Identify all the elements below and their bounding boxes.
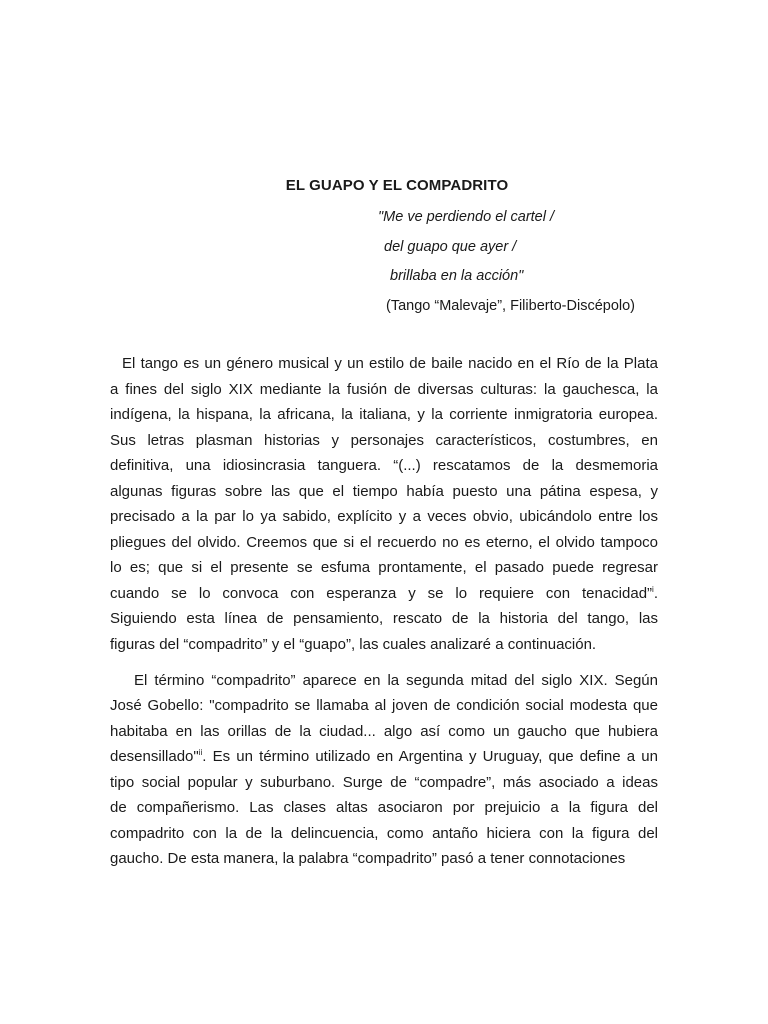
paragraph-2-line: José Gobello: "compadrito se llamaba al joven de condición social modesta que — [110, 697, 658, 714]
paragraph-1-line: definitiva, una idiosincrasia tanguera. “(...) rescatamos de la desmemoria — [110, 457, 658, 474]
paragraph-2-line: desensillado"$^{ii}$. Es un término utilizado en Argentina y Uruguay, que define a un — [110, 748, 658, 765]
epigraph-line-1: "Me ve perdiendo el cartel / — [378, 209, 555, 225]
paragraph-1-line: precisado a la par lo ya sabido, explícito y a veces obvio, ubicándolo entre los — [110, 508, 658, 525]
paragraph-1-line: lo es; que si el presente se esfuma prontamente, el pasado puede regresar — [110, 559, 658, 576]
paragraph-1-line: pliegues del olvido. Creemos que si el recuerdo no es eterno, el olvido tampoco — [110, 534, 658, 551]
paragraph-1-line: Sus letras plasman historias y personajes característicos, costumbres, en — [110, 432, 658, 449]
epigraph-line-3: brillaba en la acción" — [390, 268, 524, 284]
paragraph-1-line: a fines del siglo XIX mediante la fusión de diversas culturas: la gauchesca, la — [110, 381, 658, 398]
paragraph-2-line: El término “compadrito” aparece en la segunda mitad del siglo XIX. Según — [134, 672, 658, 689]
paragraph-1-line: indígena, la hispana, la africana, la italiana, y la corriente inmigratoria europea. — [110, 406, 658, 423]
epigraph-line-2: del guapo que ayer / — [384, 239, 517, 255]
paragraph-1-line: figuras del “compadrito” y el “guapo”, las cuales analizaré a continuación. — [110, 636, 597, 653]
paragraph-2-line: tipo social popular y suburbano. Surge de “compadre”, más asociado a ideas — [110, 774, 658, 791]
paragraph-1-line: Siguiendo esta línea de pensamiento, rescato de la historia del tango, las — [110, 610, 658, 627]
footnote-mark-2: ii — [198, 748, 203, 757]
paragraph-1-line: El tango es un género musical y un estilo de baile nacido en el Río de la Plata — [122, 355, 658, 372]
document-title: EL GUAPO Y EL COMPADRITO — [285, 177, 509, 194]
paragraph-2-line: compadrito con la de la delincuencia, como antaño hiciera con la figura del — [110, 825, 658, 842]
paragraph-2-line: habitaba en las orillas de la ciudad... algo así como un gaucho que hubiera — [110, 723, 658, 740]
paragraph-2-line: gaucho. De esta manera, la palabra “compadrito” pasó a tener connotaciones — [110, 850, 626, 867]
epigraph-attribution: (Tango “Malevaje”, Filiberto-Discépolo) — [386, 298, 636, 314]
footnote-mark-1: i — [652, 585, 654, 594]
paragraph-1-line: cuando se lo convoca con esperanza y se lo requiere con tenacidad”$^i$. — [110, 585, 658, 602]
paragraph-1-line: algunas figuras sobre las que el tiempo había puesto una pátina espesa, y — [110, 483, 658, 500]
paragraph-2-line: de compañerismo. Las clases altas asociaron por prejuicio a la figura del — [110, 799, 658, 816]
